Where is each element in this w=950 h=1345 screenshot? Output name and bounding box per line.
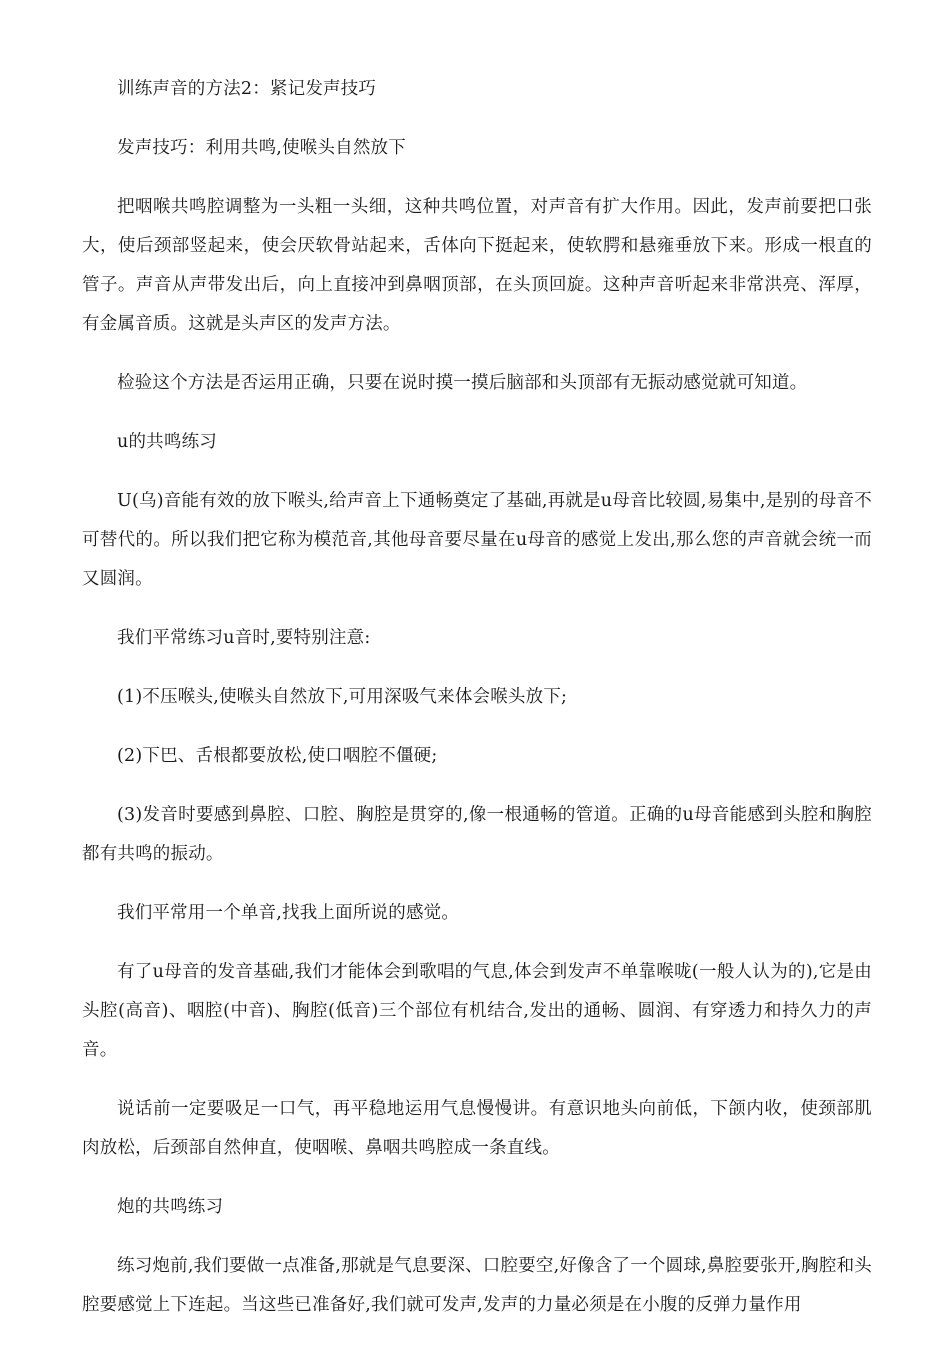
paragraph-technique-title: 发声技巧：利用共鸣,使喉头自然放下 xyxy=(117,138,406,158)
paragraph-pao-heading: 炮的共鸣练习 xyxy=(117,1197,224,1217)
paragraph-before-speaking: 说话前一定要吸足一口气，再平稳地运用气息慢慢讲。有意识地头向前低，下颌内收，使颈部肌肉放松，后颈部自然伸直，使咽喉、鼻咽共鸣腔成一条直线。 xyxy=(82,1099,872,1158)
paragraph-verify-method: 检验这个方法是否运用正确，只要在说时摸一摸后脑部和头顶部有无振动感觉就可知道。 xyxy=(117,373,808,393)
paragraph-point-1: (1)不压喉头,使喉头自然放下,可用深吸气来体会喉头放下; xyxy=(117,687,568,707)
paragraph-breath-basis: 有了u母音的发音基础,我们才能体会到歌唱的气息,体会到发声不单靠喉咙(一般人认为的),它是由头腔(高音)、咽腔(中音)、胸腔(低音)三个部位有机结合,发出的通畅、圆润、有穿透力和持久力的声音。 xyxy=(82,962,872,1060)
paragraph-u-resonance-heading: u的共鸣练习 xyxy=(117,432,217,452)
paragraph-pao-preparation: 练习炮前,我们要做一点准备,那就是气息要深、口腔要空,好像含了一个圆球,鼻腔要张开,胸腔和头腔要感觉上下连起。当这些已准备好,我们就可发声,发声的力量必须是在小腹的反弹力量作用 xyxy=(82,1256,872,1315)
paragraph-point-3: (3)发音时要感到鼻腔、口腔、胸腔是贯穿的,像一根通畅的管道。正确的u母音能感到头腔和胸腔都有共鸣的振动。 xyxy=(82,805,872,864)
paragraph-u-sound-description: U(乌)音能有效的放下喉头,给声音上下通畅奠定了基础,再就是u母音比较圆,易集中,是别的母音不可替代的。所以我们把它称为模范音,其他母音要尽量在u母音的感觉上发出,那么您的声音就会统一而又圆润。 xyxy=(82,491,872,589)
paragraph-u-practice-note: 我们平常练习u音时,要特别注意: xyxy=(117,628,371,648)
paragraph-single-tone: 我们平常用一个单音,找我上面所说的感觉。 xyxy=(117,903,460,923)
paragraph-point-2: (2)下巴、舌根都要放松,使口咽腔不僵硬; xyxy=(117,746,438,766)
document-body xyxy=(82,70,872,1345)
paragraph-heading-method-2: 训练声音的方法2：紧记发声技巧 xyxy=(117,79,377,99)
paragraph-resonance-adjust: 把咽喉共鸣腔调整为一头粗一头细，这种共鸣位置，对声音有扩大作用。因此，发声前要把口张大，使后颈部竖起来，使会厌软骨站起来，舌体向下挺起来，使软腭和悬雍垂放下来。形成一根直的管子。声音从声带发出后，向上直接冲到鼻咽顶部，在头顶回旋。这种声音听起来非常洪亮、浑厚，有金属音质。这就是头声区的发声方法。 xyxy=(82,197,872,334)
